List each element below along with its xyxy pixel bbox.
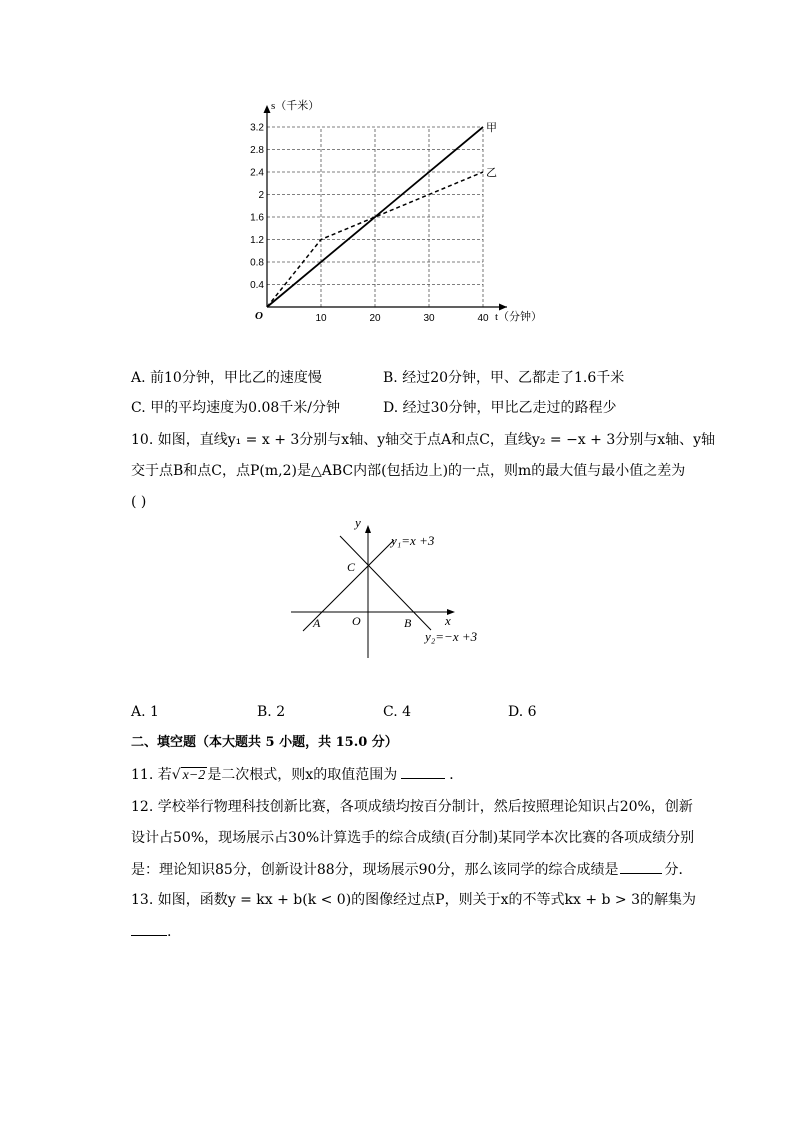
q11-answer-blank[interactable] bbox=[401, 764, 445, 779]
q9-option-a[interactable]: A. 前10分钟，甲比乙的速度慢 bbox=[131, 370, 322, 386]
q11-text bbox=[131, 764, 463, 786]
q10-figure bbox=[285, 515, 515, 670]
q10-y-axis-arrow-icon bbox=[365, 525, 371, 533]
y-tick-label: 0.4 bbox=[250, 280, 264, 291]
series-label-jia: 甲 bbox=[486, 122, 497, 134]
y-tick-label: 1.2 bbox=[250, 235, 264, 246]
q9-option-b[interactable]: B. 经过20分钟，甲、乙都走了1.6千米 bbox=[383, 370, 625, 386]
y-axis-label: s（千米） bbox=[271, 100, 320, 112]
series-label-yi: 乙 bbox=[486, 167, 497, 179]
y-tick-label: 2.4 bbox=[250, 167, 264, 179]
q10-text-line2: 交于点B和点C，点P(m,2)是△ABC内部(包括边上)的一点，则m的最大值与最小值之差为 bbox=[131, 463, 686, 479]
q9-option-c[interactable]: C. 甲的平均速度为0.08千米/分钟 bbox=[131, 400, 341, 416]
x-axis-label: t（分钟） bbox=[495, 311, 543, 323]
q12-answer-blank[interactable] bbox=[620, 859, 662, 874]
q12-text-line2: 设计占50%，现场展示占30%计算选手的综合成绩(百分制)某同学本次比赛的各项成绩分别 bbox=[131, 830, 695, 846]
q10-x-label: x bbox=[445, 613, 451, 628]
q10-y-label: y bbox=[355, 515, 361, 530]
section2-title: 二、填空题（本大题共 5 小题，共 15.0 分） bbox=[131, 735, 398, 750]
y-tick-label: 3.2 bbox=[250, 122, 264, 134]
y-tick-label: 0.8 bbox=[250, 257, 264, 269]
x-axis-arrow-icon bbox=[499, 304, 507, 311]
q10-option-d[interactable]: D. 6 bbox=[508, 704, 537, 720]
y-tick-label: 2.8 bbox=[250, 145, 264, 156]
q12-line3-prefix: 是：理论知识85分，创新设计88分，现场展示90分，那么该同学的综合成绩是 bbox=[131, 862, 619, 878]
x-tick-label: 30 bbox=[423, 313, 435, 324]
point-c-label: C bbox=[347, 560, 356, 574]
point-a-label: A bbox=[313, 616, 321, 630]
q11-prefix: 11. 若 bbox=[131, 767, 172, 783]
q10-option-a[interactable]: A. 1 bbox=[131, 704, 159, 720]
q10-text-line1: 10. 如图，直线y₁ = x + 3分别与x轴、y轴交于点A和点C，直线y₂ = −x + 3分别与x轴、y轴 bbox=[131, 432, 716, 448]
q10-option-c[interactable]: C. 4 bbox=[383, 704, 412, 720]
x-tick-label: 20 bbox=[369, 313, 381, 324]
x-tick-label: 10 bbox=[315, 313, 327, 324]
q10-text-line3: ( ) bbox=[131, 494, 147, 510]
q10-option-b[interactable]: B. 2 bbox=[257, 704, 286, 720]
line-y1-label: y₁=x +3 bbox=[391, 533, 435, 548]
q10-origin-label: O bbox=[352, 614, 361, 628]
q9-option-d[interactable]: D. 经过30分钟，甲比乙走过的路程少 bbox=[383, 400, 617, 416]
q11-suffix: 是二次根式，则x的取值范围为 bbox=[207, 767, 398, 783]
line-y2-label: y₂=−x +3 bbox=[425, 629, 478, 644]
q12-line3-suffix: 分． bbox=[664, 862, 693, 878]
q11-radicand: x−2 bbox=[182, 768, 206, 783]
q12-text-line1: 12. 学校举行物理科技创新比赛，各项成绩均按百分制计，然后按照理论知识占20%，创新 bbox=[131, 799, 693, 815]
y-tick-label: 1.6 bbox=[250, 212, 264, 224]
q13-text-line1: 13. 如图，函数y = kx + b(k < 0)的图像经过点P，则关于x的不等式kx + b > 3的解集为 bbox=[131, 892, 696, 908]
x-tick-label: 40 bbox=[477, 313, 489, 324]
radical-sign-icon: √ bbox=[171, 767, 181, 783]
y-axis-arrow-icon bbox=[264, 105, 271, 113]
q11-end: ． bbox=[449, 767, 464, 783]
y-tick-label: 2 bbox=[258, 190, 264, 201]
q13-end: . bbox=[167, 924, 172, 940]
q12-text-line3 bbox=[131, 859, 692, 880]
distance-time-chart bbox=[245, 95, 555, 335]
q13-answer-blank[interactable] bbox=[131, 921, 167, 936]
origin-label: O bbox=[255, 310, 263, 322]
q13-text-line2 bbox=[131, 921, 171, 942]
point-b-label: B bbox=[404, 616, 412, 630]
